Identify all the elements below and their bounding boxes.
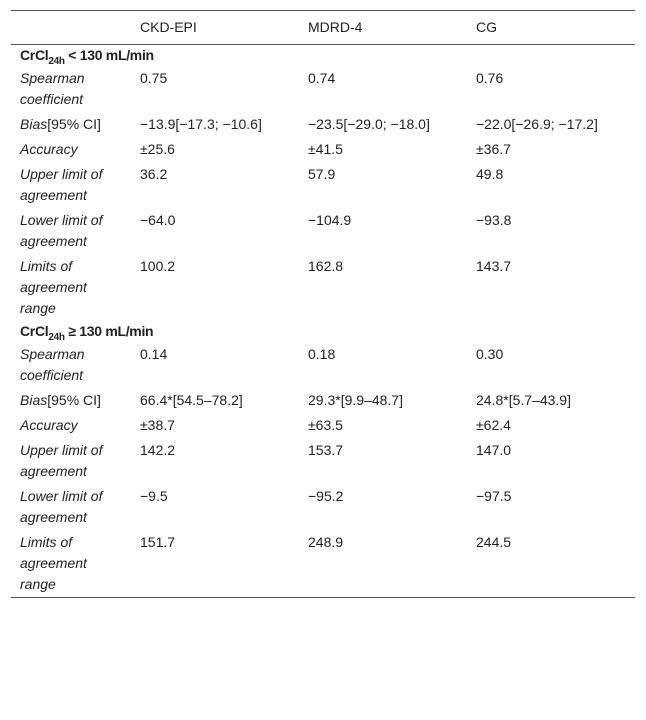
header-cell-ckd-epi: CKD-EPI: [131, 11, 299, 45]
row-label: Bias: [20, 392, 48, 408]
table-row: [11, 162, 635, 208]
table-row: [11, 484, 635, 530]
table-row: [11, 388, 635, 413]
value-cell: −9.5: [140, 488, 168, 504]
row-label-cell: [11, 484, 131, 530]
row-label-cell: [11, 162, 131, 208]
section-title: [11, 45, 635, 67]
row-label-suffix: [95% CI]: [47, 392, 101, 408]
row-label: Lower limit of agreement: [20, 212, 103, 249]
section-title-main: CrCl: [20, 323, 49, 339]
value-cell: 147.0: [476, 442, 512, 458]
section-header-row: [11, 321, 635, 342]
section-title-main: CrCl: [20, 47, 49, 63]
row-label-cell: [11, 208, 131, 254]
value-cell: −22.0[−26.9; −17.2]: [476, 116, 598, 132]
section-title-threshold: < 130 mL/min: [64, 47, 154, 63]
value-cell: ±25.6: [140, 141, 175, 157]
value-cell: 0.74: [308, 70, 336, 86]
row-label-cell: [11, 342, 131, 388]
section-title: [11, 321, 635, 342]
value-cell: ±38.7: [140, 417, 175, 433]
value-cell: 49.8: [476, 166, 504, 182]
value-cell: 66.4*[54.5–78.2]: [140, 392, 243, 408]
table-row: [11, 208, 635, 254]
value-cell: −95.2: [308, 488, 344, 504]
row-label: Accuracy: [20, 141, 78, 157]
value-cell: 24.8*[5.7–43.9]: [476, 392, 571, 408]
table-row: [11, 530, 635, 598]
value-cell: −93.8: [476, 212, 512, 228]
header-row: [11, 11, 635, 45]
row-label: Limits of agreement range: [20, 258, 87, 316]
row-label-cell: [11, 413, 131, 438]
section-title-subscript: 24h: [48, 331, 65, 343]
value-cell: −23.5[−29.0; −18.0]: [308, 116, 430, 132]
value-cell: −64.0: [140, 212, 176, 228]
header-cell-mdrd-4: MDRD-4: [299, 11, 467, 45]
table-row: [11, 254, 635, 321]
row-label-cell: [11, 137, 131, 162]
value-cell: 153.7: [308, 442, 344, 458]
row-label: Upper limit of agreement: [20, 166, 103, 203]
row-label: Spearman coefficient: [20, 70, 85, 107]
table-row: [11, 66, 635, 112]
row-label: Bias: [20, 116, 48, 132]
comparison-table: [11, 10, 635, 598]
row-label: Upper limit of agreement: [20, 442, 103, 479]
value-cell: 142.2: [140, 442, 176, 458]
value-cell: −13.9[−17.3; −10.6]: [140, 116, 262, 132]
value-cell: 0.76: [476, 70, 504, 86]
row-label-cell: [11, 530, 131, 598]
value-cell: ±41.5: [308, 141, 343, 157]
value-cell: ±62.4: [476, 417, 511, 433]
header-cell-cg: CG: [467, 11, 635, 45]
table-row: [11, 137, 635, 162]
table-row: [11, 342, 635, 388]
row-label-cell: [11, 438, 131, 484]
value-cell: 0.30: [476, 346, 504, 362]
row-label-cell: [11, 388, 131, 413]
value-cell: 0.75: [140, 70, 168, 86]
value-cell: 36.2: [140, 166, 168, 182]
row-label: Lower limit of agreement: [20, 488, 103, 525]
value-cell: ±63.5: [308, 417, 343, 433]
table-row: [11, 112, 635, 137]
value-cell: 248.9: [308, 534, 344, 550]
value-cell: 29.3*[9.9–48.7]: [308, 392, 403, 408]
value-cell: 151.7: [140, 534, 176, 550]
row-label: Accuracy: [20, 417, 78, 433]
value-cell: −97.5: [476, 488, 512, 504]
value-cell: −104.9: [308, 212, 352, 228]
header-cell-empty: [11, 11, 131, 45]
value-cell: 143.7: [476, 258, 512, 274]
row-label-suffix: [95% CI]: [47, 116, 101, 132]
section-title-threshold: ≥ 130 mL/min: [64, 323, 154, 339]
table-row: [11, 413, 635, 438]
value-cell: 0.18: [308, 346, 336, 362]
table-row: [11, 438, 635, 484]
row-label-cell: [11, 254, 131, 321]
table-body: [11, 45, 635, 598]
row-label-cell: [11, 66, 131, 112]
row-label-cell: [11, 112, 131, 137]
section-header-row: [11, 45, 635, 67]
value-cell: 0.14: [140, 346, 168, 362]
row-label: Spearman coefficient: [20, 346, 85, 383]
value-cell: 100.2: [140, 258, 176, 274]
value-cell: 57.9: [308, 166, 336, 182]
value-cell: 162.8: [308, 258, 344, 274]
row-label: Limits of agreement range: [20, 534, 87, 592]
value-cell: ±36.7: [476, 141, 511, 157]
section-title-subscript: 24h: [48, 55, 65, 67]
value-cell: 244.5: [476, 534, 512, 550]
